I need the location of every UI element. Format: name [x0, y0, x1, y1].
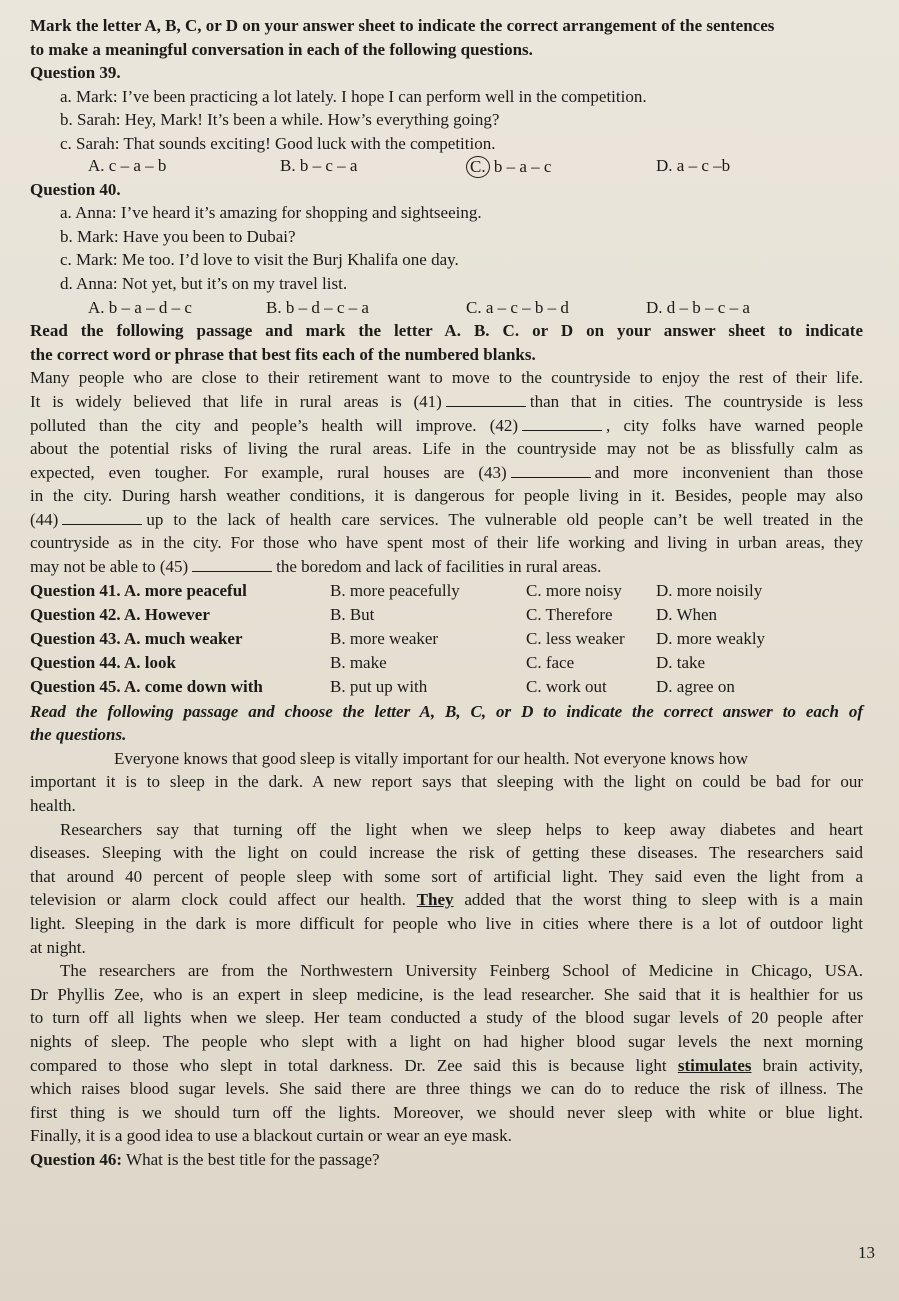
passage2-line: first thing is we should turn off the lights. Moreover, we should never sleep with white or blue light. — [30, 1102, 863, 1122]
passage-text: television or alarm clock could affect our health. — [30, 890, 406, 910]
blank-42 — [522, 416, 602, 431]
passage-text: and more inconvenient than those — [594, 462, 863, 482]
q40-sentence-d: d. Anna: Not yet, but it’s on my travel list. — [60, 273, 348, 293]
passage-text: compared to those who slept in total darkness. Dr. Zee said this is because light — [30, 1055, 667, 1075]
question-43-row — [30, 627, 863, 651]
q41-option-a — [30, 579, 330, 603]
passage2-line: The researchers are from the Northwestern University Feinberg School of Medicine in Chicago, USA. — [60, 961, 863, 981]
q40-options — [30, 296, 863, 320]
question-41-row — [30, 579, 863, 603]
q44-option-b: B. make — [330, 653, 387, 673]
q42-option-a — [30, 603, 330, 627]
q43-option-d: D. more weakly — [656, 629, 766, 649]
passage-line — [30, 390, 863, 414]
passage2-line: Everyone knows that good sleep is vitally important for our health. Not everyone knows how — [114, 748, 749, 768]
passage-line — [30, 508, 863, 532]
q41-option-d: D. more noisily — [656, 580, 763, 600]
q40-sentence-a: a. Anna: I’ve heard it’s amazing for shopping and sightseeing. — [60, 203, 482, 223]
q43-label: Question 43. A. much weaker — [30, 629, 243, 649]
passage2-line: Researchers say that turning off the light when we sleep helps to keep away diabetes and heart — [60, 819, 863, 839]
q39-option-a: A. c – a – b — [88, 155, 167, 175]
passage2-line: which raises blood sugar levels. She said there are three things we can do to reduce the risk of illness. The — [30, 1079, 863, 1099]
q44-label: Question 44. A. look — [30, 653, 176, 673]
answer-circle-mark: C. — [466, 156, 490, 178]
q44-option-c: C. face — [526, 653, 575, 673]
q44-option-a — [30, 651, 330, 675]
q45-option-c: C. work out — [526, 677, 607, 697]
q40-option-c: C. a – c – b – d — [466, 297, 569, 317]
q45-option-a — [30, 675, 330, 699]
underlined-word: They — [416, 890, 454, 910]
passage2-line — [30, 888, 863, 912]
passage-line — [30, 414, 863, 438]
q42-label: Question 42. A. However — [30, 604, 210, 624]
q41-option-c: C. more noisy — [526, 580, 622, 600]
blank-45 — [192, 557, 272, 572]
instruction-line: the correct word or phrase that best fits each of the numbered blanks. — [30, 344, 536, 364]
blank-41 — [446, 392, 526, 407]
passage-text: polluted than the city and people’s health will improve. (42) — [30, 415, 519, 435]
question-40-title: Question 40. — [30, 179, 121, 199]
q45-label: Question 45. A. come down with — [30, 677, 263, 697]
passage-text: than that in cities. The countryside is less — [529, 391, 863, 411]
q39-option-d: D. a – c –b — [656, 155, 731, 175]
q44-option-d: D. take — [656, 653, 706, 673]
blank-44 — [62, 510, 142, 525]
q42-option-c: C. Therefore — [526, 604, 613, 624]
q46-text: What is the best title for the passage? — [126, 1149, 380, 1169]
blank-43 — [511, 463, 591, 478]
passage-text: It is widely believed that life in rural areas is (41) — [30, 391, 442, 411]
instruction-line: Mark the letter A, B, C, or D on your answer sheet to indicate the correct arrangement of the sentences — [30, 16, 775, 35]
passage2-line: Dr Phyllis Zee, who is an expert in sleep medicine, is the lead researcher. She said that it is healthier for us — [30, 984, 863, 1004]
page-number: 13 — [858, 1243, 875, 1262]
passage2-line — [30, 1054, 863, 1078]
q39-sentence-b: b. Sarah: Hey, Mark! It’s been a while. How’s everything going? — [60, 110, 500, 130]
passage-line — [30, 555, 863, 579]
q43-option-b: B. more weaker — [330, 629, 439, 649]
q39-option-c — [470, 156, 656, 178]
passage-text: expected, even tougher. For example, rural houses are (43) — [30, 462, 507, 482]
passage2-line: important it is to sleep in the dark. A new report says that sleeping with the light on could be bad for our — [30, 772, 863, 792]
q41-option-b: B. more peacefully — [330, 580, 460, 600]
q45-option-d: D. agree on — [656, 677, 735, 697]
passage-text: the boredom and lack of facilities in rural areas. — [276, 557, 602, 577]
passage-text: up to the lack of health care services. The vulnerable old people can’t be well treated in the — [146, 509, 863, 529]
q39-option-c-text: b – a – c — [493, 156, 552, 176]
passage-text: , city folks have warned people — [606, 415, 863, 435]
instruction-line: Read the following passage and choose the letter A, B, C, or D to indicate the correct answer to each of — [30, 701, 863, 721]
passage2-line: health. — [30, 796, 76, 816]
q40-sentence-b: b. Mark: Have you been to Dubai? — [60, 226, 296, 246]
passage-text: brain activity, — [762, 1055, 864, 1075]
passage-line: countryside as in the city. For those who have spent most of their life working and living in urban areas, they — [30, 533, 863, 553]
q42-option-d: D. When — [656, 604, 718, 624]
passage2-line: nights of sleep. The people who slept with a light on had higher blood sugar levels the next morning — [30, 1031, 863, 1051]
q40-option-a: A. b – a – d – c — [88, 297, 192, 317]
passage2-line: at night. — [30, 937, 86, 957]
passage2-line: diseases. Sleeping with the light on could increase the risk of getting these diseases. The researchers said — [30, 843, 863, 863]
question-44-row — [30, 651, 863, 675]
q39-sentence-c: c. Sarah: That sounds exciting! Good luck with the competition. — [60, 133, 496, 153]
passage-line — [30, 461, 863, 485]
q42-option-b: B. But — [330, 604, 375, 624]
passage-text: (44) — [30, 509, 59, 529]
passage-text: added that the worst thing to sleep with is a main — [464, 890, 864, 910]
q43-option-c: C. less weaker — [526, 629, 625, 649]
q39-options — [30, 156, 863, 178]
instruction-line: the questions. — [30, 725, 127, 745]
passage2-line: that around 40 percent of people sleep with some sort of artificial light. They said even the light from a — [30, 866, 863, 886]
passage2-line: light. Sleeping in the dark is more difficult for people who live in cities where there is a lot of outdoor light — [30, 914, 863, 934]
q40-option-b: B. b – d – c – a — [266, 297, 369, 317]
q41-label: Question 41. A. more peaceful — [30, 580, 247, 600]
q39-option-b: B. b – c – a — [280, 155, 358, 175]
passage-line: in the city. During harsh weather conditions, it is dangerous for people living in it. Besides, people may also — [30, 486, 863, 506]
q43-option-a — [30, 627, 330, 651]
q40-option-d: D. d – b – c – a — [646, 297, 750, 317]
q40-sentence-c: c. Mark: Me too. I’d love to visit the Burj Khalifa one day. — [60, 250, 459, 270]
q46-label: Question 46: — [30, 1149, 123, 1169]
question-45-row — [30, 675, 863, 699]
passage2-line: to turn off all lights when we sleep. Her team conducted a study of the blood sugar levels of 20 people after — [30, 1008, 863, 1028]
question-46 — [30, 1148, 863, 1172]
q45-option-b: B. put up with — [330, 677, 428, 697]
question-42-row — [30, 603, 863, 627]
underlined-word: stimulates — [677, 1055, 752, 1075]
q39-sentence-a: a. Mark: I’ve been practicing a lot lately. I hope I can perform well in the competition. — [60, 86, 647, 106]
passage-line: Many people who are close to their retirement want to move to the countryside to enjoy the rest of their life. — [30, 368, 863, 388]
passage-line: about the potential risks of living the rural areas. Life in the countryside may not be as blissfully calm as — [30, 439, 863, 459]
passage2-line: Finally, it is a good idea to use a blackout curtain or wear an eye mask. — [30, 1126, 512, 1146]
question-39-title: Question 39. — [30, 63, 121, 83]
passage-text: may not be able to (45) — [30, 557, 189, 577]
instruction-line: to make a meaningful conversation in each of the following questions. — [30, 39, 533, 59]
instruction-line: Read the following passage and mark the letter A. B. C. or D on your answer sheet to indicate — [30, 321, 863, 341]
